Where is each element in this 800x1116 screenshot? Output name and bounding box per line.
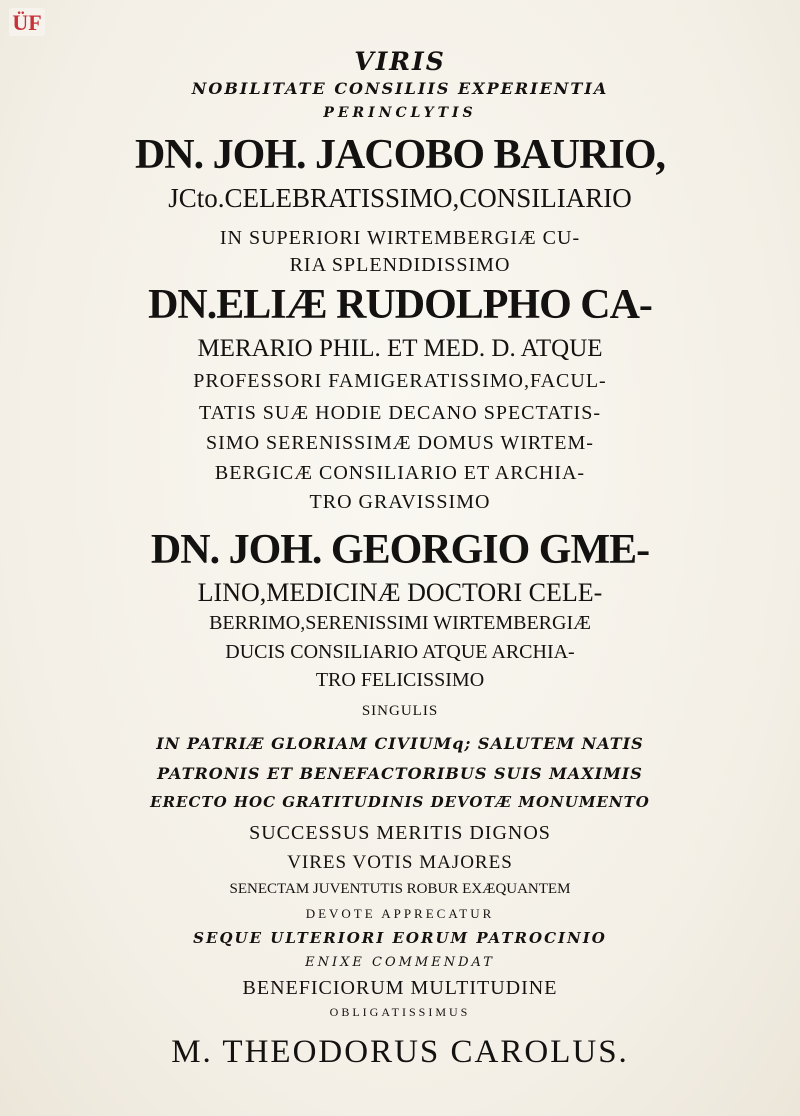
dedication-line-12: SIMO SERENISSIMÆ DOMUS WIRTEM-: [206, 432, 594, 454]
dedication-line-4: DN. JOH. JACOBO BAURIO,: [134, 132, 666, 178]
dedication-line-7: RIA SPLENDIDISSIMO: [289, 254, 511, 276]
dedication-line-31: OBLIGATISSIMUS: [329, 1005, 471, 1019]
dedication-line-26: SENECTAM JUVENTUTIS ROBUR EXÆQUANTEM: [229, 881, 571, 897]
dedication-line-8: DN.ELIÆ RUDOLPHO CA-: [148, 282, 652, 328]
dedication-line-6: IN SUPERIORI WIRTEMBERGIÆ CU-: [219, 227, 581, 249]
dedication-line-25: VIRES VOTIS MAJORES: [287, 852, 513, 873]
dedication-line-22: PATRONIS ET BENEFACTORIBUS SUIS MAXIMIS: [157, 764, 643, 783]
dedication-line-21: IN PATRIÆ GLORIAM CIVIUMq; SALUTEM NATIS: [156, 734, 644, 753]
dedication-line-3: PERINCLYTIS: [323, 105, 477, 121]
dedication-line-2: NOBILITATE CONSILIIS EXPERIENTIA: [191, 79, 609, 98]
dedication-line-5: JCto.CELEBRATISSIMO,CONSILIARIO: [168, 183, 632, 213]
dedication-line-16: LINO,MEDICINÆ DOCTORI CELE-: [197, 578, 603, 607]
dedication-line-32: M. THEODORUS CAROLUS.: [171, 1034, 629, 1070]
dedication-line-10: PROFESSORI FAMIGERATISSIMO,FACUL-: [193, 370, 607, 392]
dedication-line-20: SINGULIS: [361, 703, 439, 719]
dedication-line-24: SUCCESSUS MERITIS DIGNOS: [249, 822, 551, 844]
dedication-line-14: TRO GRAVISSIMO: [309, 491, 491, 513]
dedication-line-28: SEQUE ULTERIORI EORUM PATROCINIO: [193, 929, 607, 947]
dedication-line-15: DN. JOH. GEORGIO GME-: [150, 527, 650, 573]
library-stamp-text: ÜF: [12, 10, 42, 35]
library-stamp-mark: [8, 6, 46, 38]
dedication-line-18: DUCIS CONSILIARIO ATQUE ARCHIA-: [225, 641, 575, 663]
dedication-line-19: TRO FELICISSIMO: [315, 669, 485, 691]
dedication-line-23: ERECTO HOC GRATITUDINIS DEVOTÆ MONUMENTO: [150, 793, 650, 811]
dedication-line-9: MERARIO PHIL. ET MED. D. ATQUE: [197, 335, 603, 362]
dedication-line-27: DEVOTE APPRECATUR: [305, 906, 495, 921]
library-stamp: [8, 6, 46, 38]
dedication-line-11: TATIS SUÆ HODIE DECANO SPECTATIS-: [198, 402, 602, 424]
dedication-line-13: BERGICÆ CONSILIARIO ET ARCHIA-: [214, 462, 586, 484]
dedication-line-29: ENIXE COMMENDAT: [305, 955, 495, 970]
dedication-line-30: BENEFICIORUM MULTITUDINE: [242, 977, 558, 999]
dedication-line-17: BERRIMO,SERENISSIMI WIRTEMBERGIÆ: [209, 612, 591, 634]
dedication-line-1: VIRIS: [354, 47, 446, 76]
